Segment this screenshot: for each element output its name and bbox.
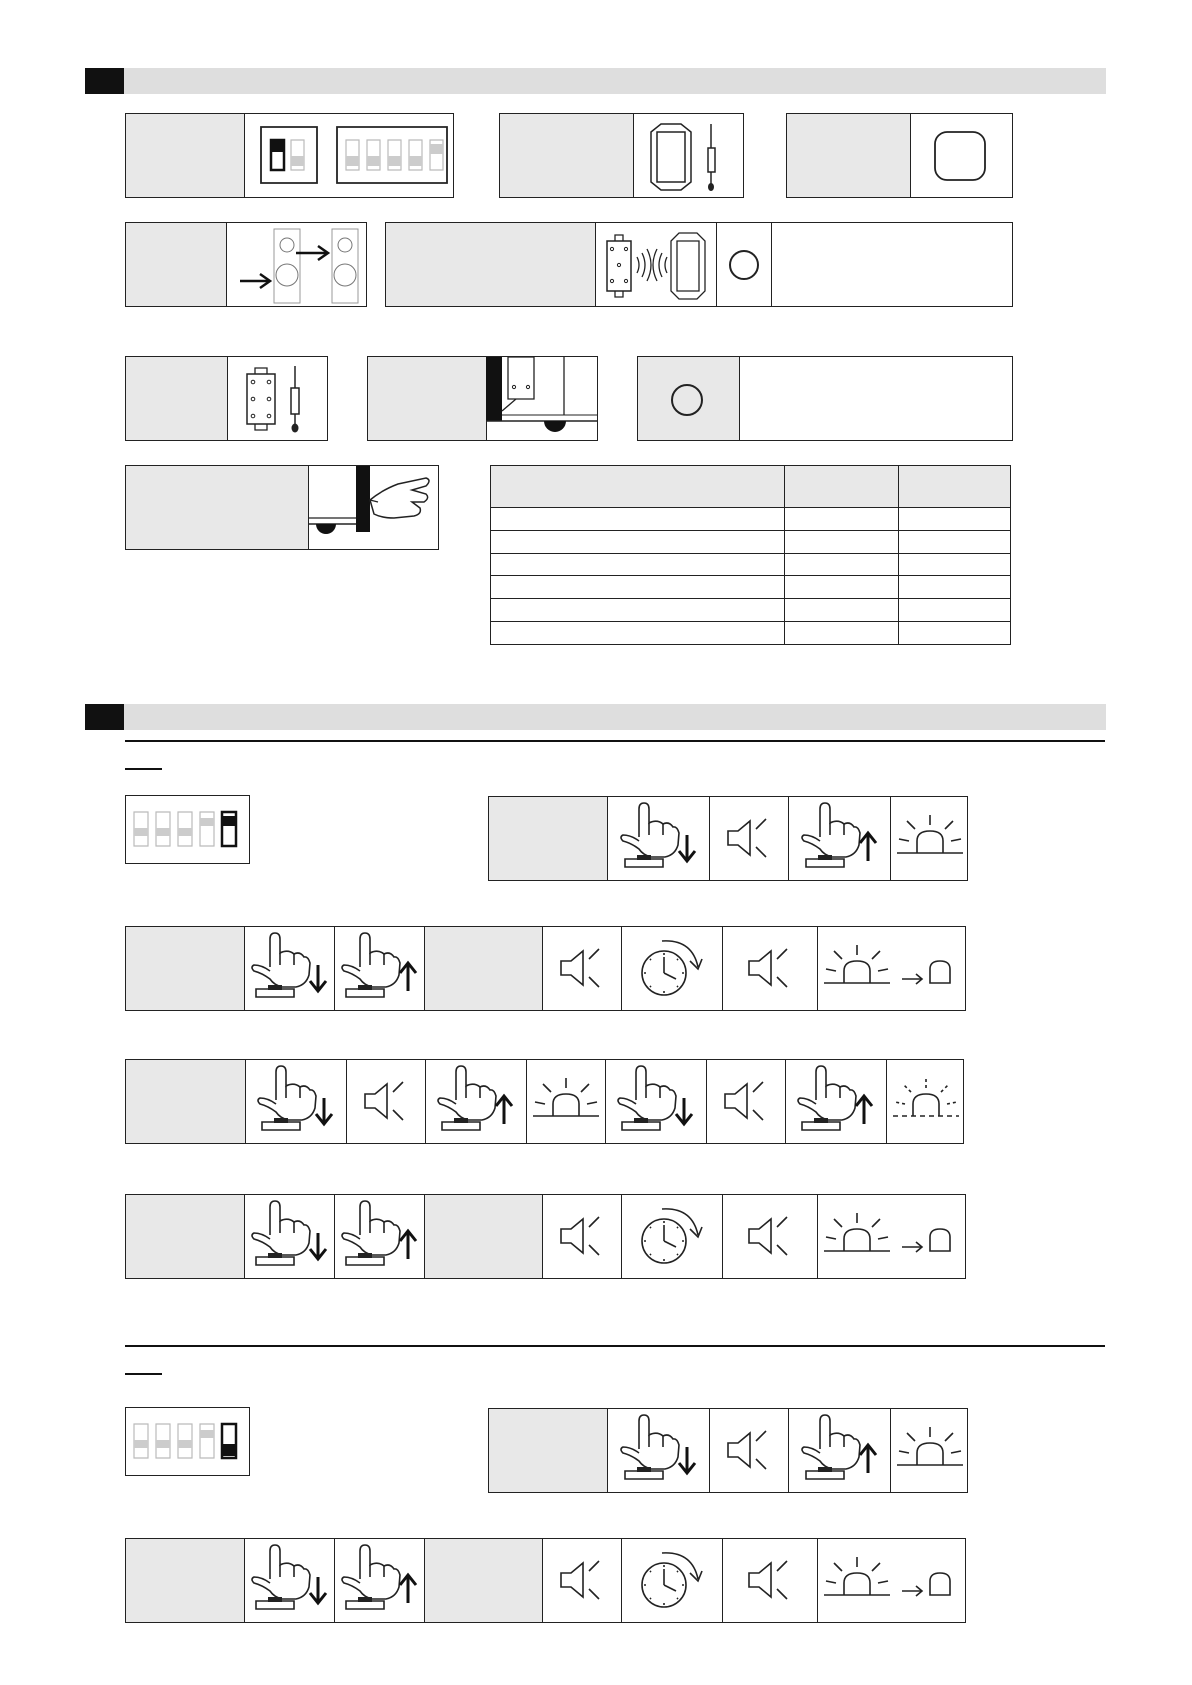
- beacon-light-icon: [895, 813, 965, 863]
- step-press-wall-button: [125, 465, 439, 550]
- press-wall-button-icon: [308, 466, 438, 548]
- speaker-beep-icon: [745, 1211, 795, 1261]
- dip-switch-icon: [130, 1420, 245, 1464]
- step-press-button: [786, 113, 1013, 198]
- dip-config: [125, 1407, 250, 1476]
- sequence-timeout: [125, 1194, 966, 1279]
- insert-battery-icon: [234, 225, 364, 305]
- sequence-timeout: [125, 1538, 966, 1623]
- remote-pairing-waves-icon: [601, 229, 711, 301]
- table-row: [491, 576, 1011, 599]
- release-button-up-icon: [332, 927, 427, 1009]
- speaker-beep-icon: [557, 1555, 607, 1605]
- beacon-off-icon: [822, 1211, 962, 1261]
- rounded-button-icon: [934, 131, 986, 181]
- step-open-receiver: [125, 356, 328, 441]
- settings-table: [490, 465, 1011, 645]
- subsection-rule: [125, 1345, 1105, 1347]
- speaker-beep-icon: [557, 943, 607, 993]
- section-marker: [85, 704, 124, 730]
- dip-config: [125, 795, 250, 864]
- beacon-light-icon: [531, 1076, 601, 1126]
- beacon-light-icon: [895, 1425, 965, 1475]
- beacon-off-icon: [822, 1555, 962, 1605]
- speaker-beep-icon: [745, 1555, 795, 1605]
- release-button-up-icon: [788, 1060, 883, 1142]
- sequence-confirm: [488, 796, 968, 881]
- step-pair-remote: [385, 222, 1013, 307]
- section-header-setup: [85, 68, 1106, 94]
- circle-led-icon: [728, 249, 760, 281]
- speaker-beep-icon: [745, 943, 795, 993]
- receiver-with-screwdriver-icon: [241, 362, 321, 436]
- dip-switch-icon: [130, 808, 245, 852]
- table-row: [491, 599, 1011, 622]
- press-button-down-icon: [248, 1060, 343, 1142]
- table-row: [491, 530, 1011, 553]
- release-button-up-icon: [792, 797, 887, 879]
- subsection-underline: [125, 1373, 162, 1375]
- release-button-up-icon: [792, 1409, 887, 1491]
- clock-timer-icon: [632, 1545, 712, 1615]
- speaker-beep-icon: [724, 813, 774, 863]
- table-row: [491, 508, 1011, 531]
- step-wall-mount: [367, 356, 598, 441]
- sequence-timeout: [125, 926, 966, 1011]
- release-button-up-icon: [332, 1539, 427, 1621]
- speaker-beep-icon: [557, 1211, 607, 1261]
- press-button-down-icon: [608, 1060, 703, 1142]
- table-row: [491, 553, 1011, 576]
- beacon-off-icon: [822, 943, 962, 993]
- speaker-beep-icon: [721, 1076, 771, 1126]
- remote-with-screwdriver-icon: [645, 120, 735, 192]
- table-row: [491, 466, 1011, 508]
- section-header-programming: [85, 704, 1106, 730]
- press-button-down-icon: [611, 1409, 706, 1491]
- step-insert-battery: [125, 222, 367, 307]
- step-dip-switch: [125, 113, 454, 198]
- table-row: [491, 622, 1011, 645]
- circle-led-icon: [670, 383, 704, 417]
- step-led-status: [637, 356, 1013, 441]
- release-button-up-icon: [332, 1195, 427, 1277]
- step-open-remote: [499, 113, 744, 198]
- press-button-down-icon: [611, 797, 706, 879]
- subsection-underline: [125, 768, 162, 770]
- sequence-confirm: [488, 1408, 968, 1493]
- press-button-down-icon: [242, 1195, 337, 1277]
- speaker-beep-icon: [361, 1076, 411, 1126]
- dip-switch-icon: [261, 114, 451, 196]
- wall-mount-icon: [486, 357, 598, 439]
- clock-timer-icon: [632, 933, 712, 1003]
- flashing-beacon-icon: [891, 1076, 961, 1126]
- press-button-down-icon: [242, 927, 337, 1009]
- release-button-up-icon: [428, 1060, 523, 1142]
- subsection-rule: [125, 740, 1105, 742]
- section-marker: [85, 68, 124, 94]
- sequence-double-press: [125, 1059, 964, 1144]
- press-button-down-icon: [242, 1539, 337, 1621]
- clock-timer-icon: [632, 1201, 712, 1271]
- speaker-beep-icon: [724, 1425, 774, 1475]
